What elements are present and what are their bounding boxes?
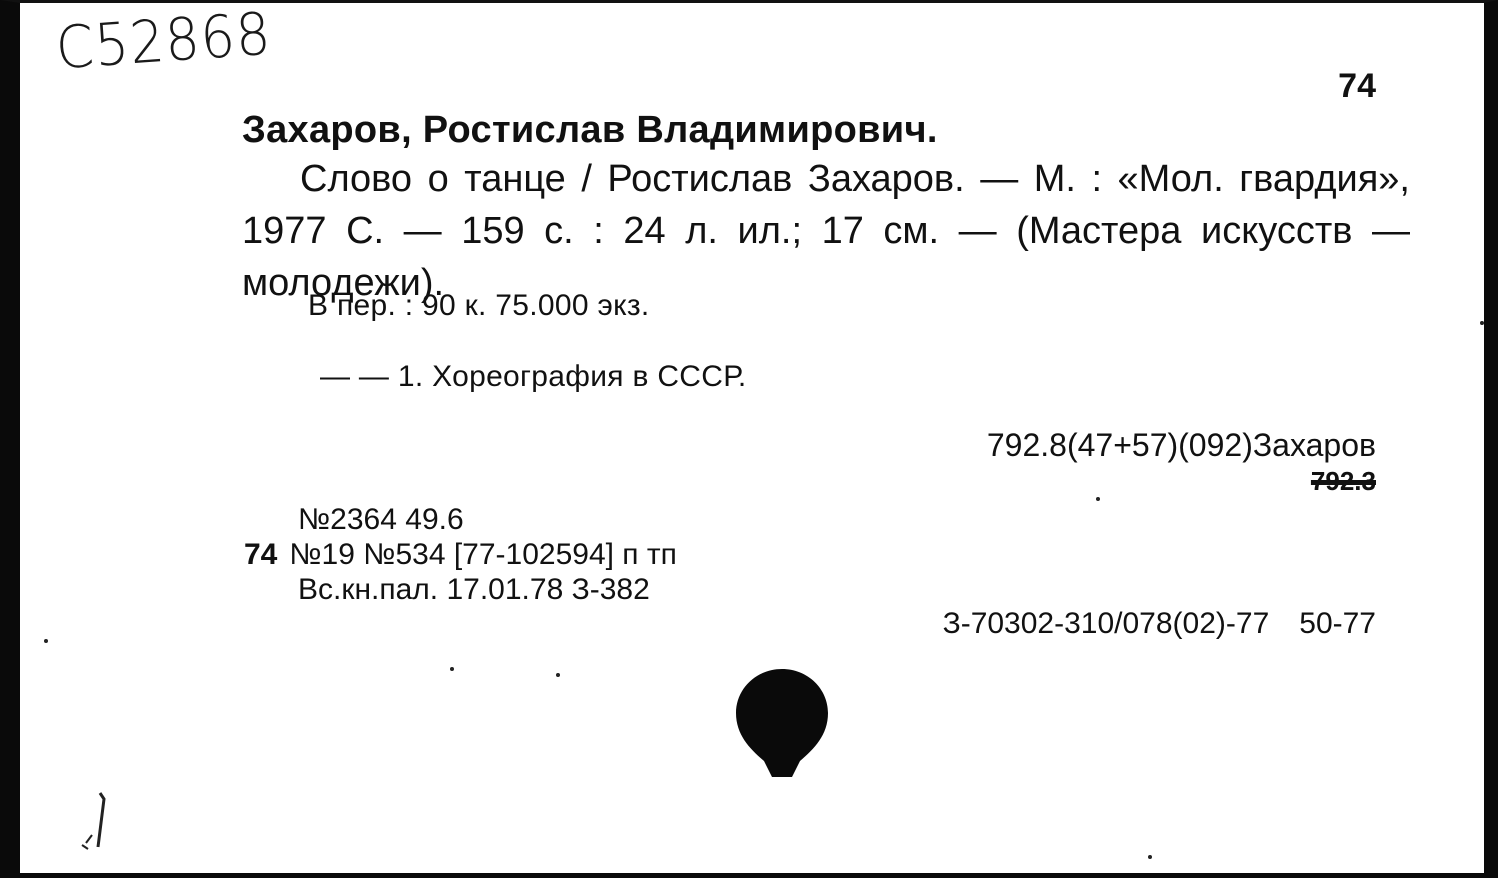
speck [450,667,454,671]
chamber-line: Вс.кн.пал. 17.01.78 З-382 [298,573,650,606]
handwritten-shelf-id: С52868 [53,0,274,83]
price-circulation: В пер. : 90 к. 75.000 экз. [308,289,650,322]
inventory-line: №2364 49.6 [298,503,464,536]
speck [44,639,48,643]
speck [1480,321,1484,325]
speck [556,673,560,677]
registry-line [244,538,677,572]
punch-hole [732,665,832,790]
author-heading: Захаров, Ростислав Владимирович. [242,109,938,151]
bibliographic-description: Слово о танце / Ростислав Захаров. — М. : «Мол. гвардия», 1977 С. — 159 с. : 24 л. ил.; 17 см. — (Мастера искусств — молодежи). [242,158,1410,304]
card-number: 74 [1338,67,1376,105]
registry-number: 74 [244,538,278,571]
publisher-code-suffix: 50-77 [1299,607,1376,640]
classification-index: 792.8(47+57)(092)Захаров [986,427,1376,463]
publisher-code-line [943,607,1376,641]
speck [1096,497,1100,501]
handwritten-mark [70,789,120,864]
registry-text: №19 №534 [77-102594] п тп [289,538,677,571]
subject-heading: — — 1. Хореография в СССР. [320,360,747,393]
publisher-code: З-70302-310/078(02)-77 [942,607,1270,640]
struck-classification: 792.3 [1310,466,1376,496]
speck [1148,855,1152,859]
